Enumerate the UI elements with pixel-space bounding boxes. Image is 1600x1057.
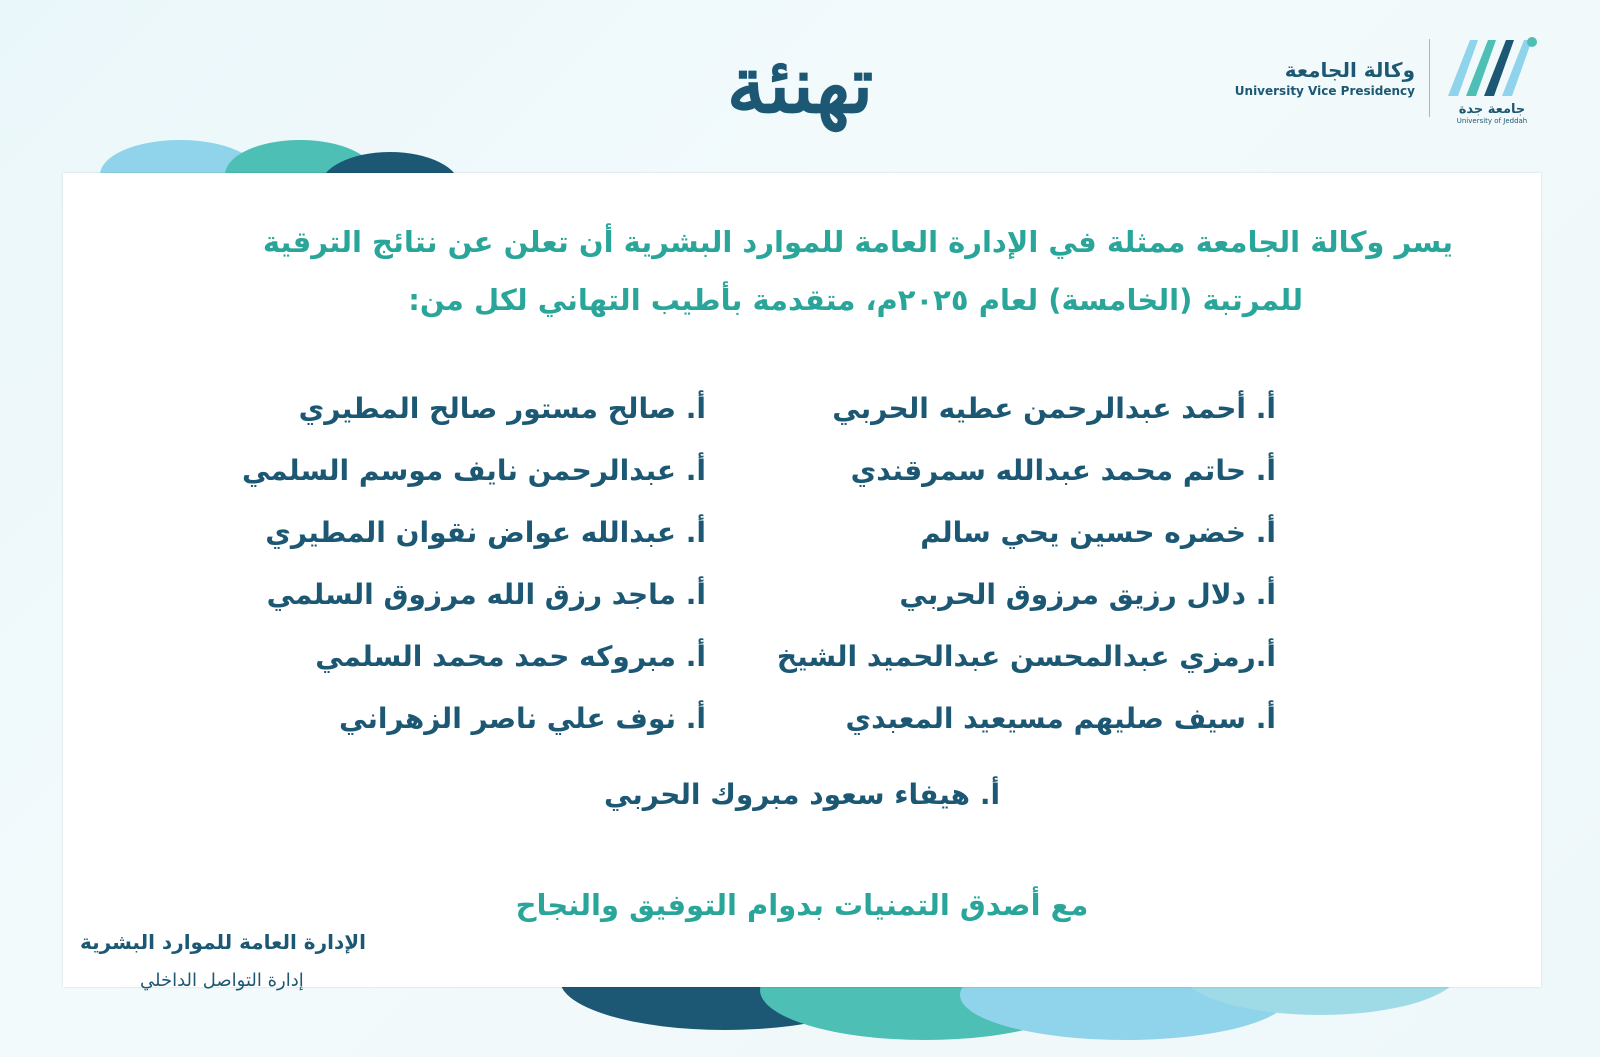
vice-presidency-logo-text [1235,58,1415,98]
name-item: أ. نوف علي ناصر الزهراني [338,702,706,735]
name-item: أ. ماجد رزق الله مرزوق السلمي [266,578,706,611]
university-logo [1444,30,1540,125]
intro-line-2: للمرتبة (الخامسة) لعام ٢٠٢٥م، متقدمة بأطيب التهاني لكل من: [408,283,1303,317]
intro-line-1: يسر وكالة الجامعة ممثلة في الإدارة العامة للموارد البشرية أن تعلن عن نتائج الترقية [262,225,1453,259]
name-item-centered: أ. هيفاء سعود مبروك الحربي [603,778,1001,811]
headline-congratulations: تهنئة [726,39,874,131]
logo-group [1235,30,1540,125]
footer-department: الإدارة العامة للموارد البشرية [80,930,366,954]
footer-sub-department: إدارة التواصل الداخلي [140,970,304,991]
university-emblem-icon [1444,30,1540,100]
names-column-left [241,378,706,750]
closing-wishes: مع أصدق التمنيات بدوام التوفيق والنجاح [515,888,1089,922]
name-item: أ. عبدالله عواض نقوان المطيري [265,516,706,549]
name-item: أ. سيف صليهم مسيعيد المعبدي [845,702,1276,735]
intro-text [223,213,1453,329]
logo-divider [1429,39,1430,117]
name-item: أ. عبدالرحمن نايف موسم السلمي [241,454,706,487]
university-english: University of Jeddah [1456,117,1528,125]
name-item: أ. أحمد عبدالرحمن عطيه الحربي [832,392,1276,425]
name-item: أ. خضره حسين يحي سالم [920,516,1276,549]
name-item: أ. حاتم محمد عبدالله سمرقندي [850,454,1276,487]
name-item: أ.رمزي عبدالمحسن عبدالحميد الشيخ [776,640,1276,673]
name-item: أ. مبروكه حمد محمد السلمي [315,640,706,673]
name-item: أ. دلال رزيق مرزوق الحربي [899,578,1276,611]
announcement-card [63,173,1541,987]
names-column-right [776,378,1276,750]
vice-presidency-arabic: وكالة الجامعة [1284,57,1415,82]
vice-presidency-english: University Vice Presidency [1234,83,1415,98]
university-arabic: جامعة جدة [1458,102,1526,117]
name-item: أ. صالح مستور صالح المطيري [298,392,706,425]
